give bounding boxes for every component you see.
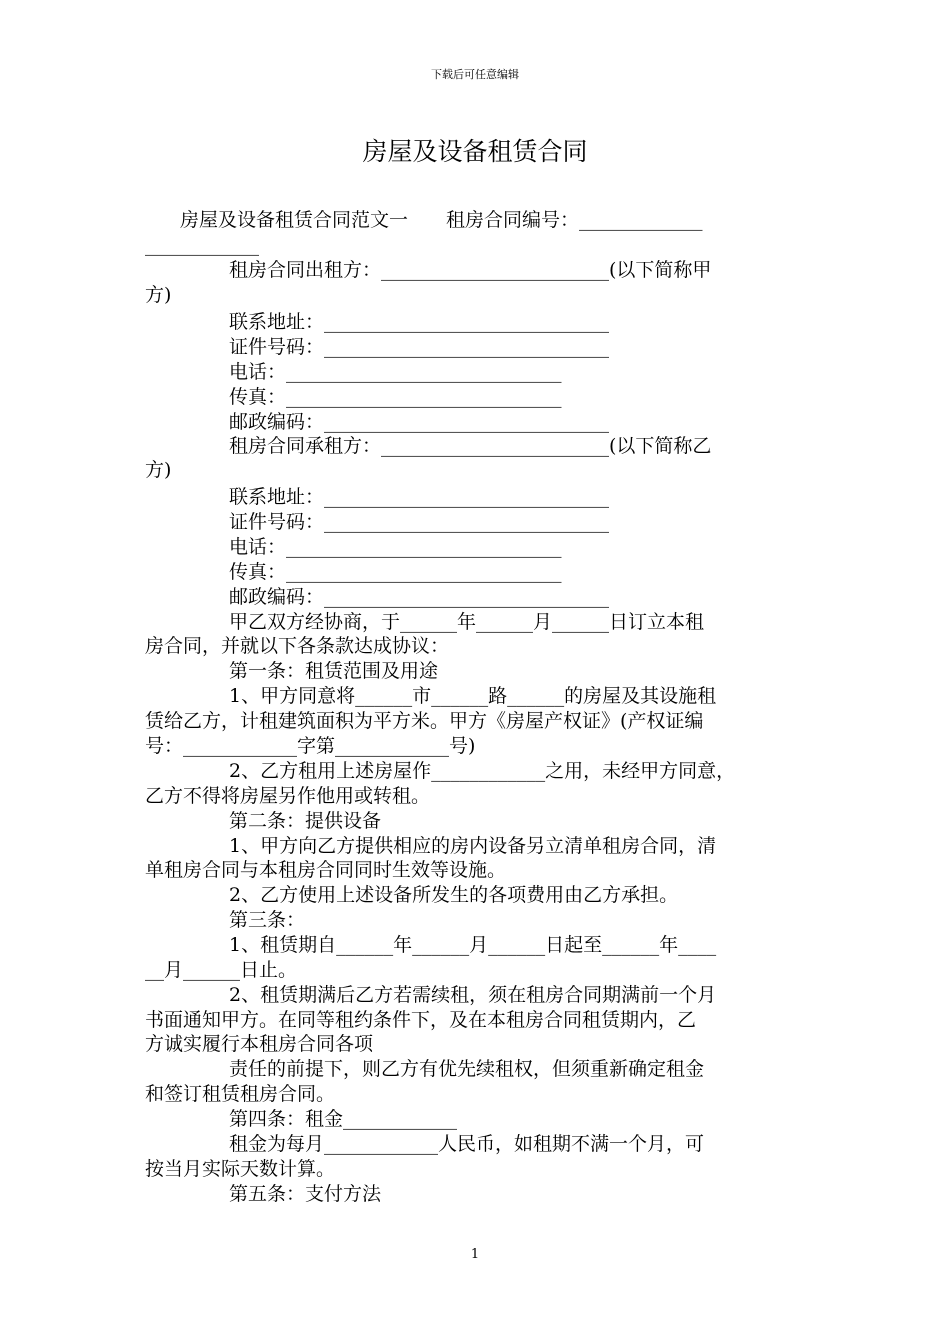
body-line: 乙方不得将房屋另作他用或转租。	[145, 785, 431, 807]
body-line: 联系地址：______________________________	[229, 486, 610, 508]
page-number: 1	[470, 1247, 480, 1262]
body-line: 责任的前提下，则乙方有优先续租权，但须重新确定租金	[229, 1058, 705, 1080]
body-line: 房屋及设备租赁合同范文一 租房合同编号：_____________	[180, 209, 703, 231]
body-line: 房合同，并就以下各条款达成协议：	[145, 635, 450, 657]
body-line: 第四条：租金____________	[229, 1108, 458, 1130]
body-line: ____________	[145, 234, 259, 256]
body-line: 第五条：支付方法	[229, 1183, 382, 1205]
body-line: 1、甲方同意将______市______路______的房屋及其设施租	[229, 685, 717, 707]
body-line: 1、甲方向乙方提供相应的房内设备另立清单租房合同，清	[229, 835, 717, 857]
body-line: 甲乙双方经协商，于______年______月______日订立本租	[229, 611, 705, 633]
body-line: 方诚实履行本租房合同各项	[145, 1033, 374, 1055]
body-line: 联系地址：______________________________	[229, 311, 610, 333]
body-line: 租房合同出租方：________________________(以下简称甲	[229, 259, 712, 281]
body-line: 2、乙方租用上述房屋作____________之用，未经甲方同意，	[229, 760, 736, 782]
body-line: 2、租赁期满后乙方若需续租，须在租房合同期满前一个月	[229, 984, 717, 1006]
body-line: 书面通知甲方。在同等租约条件下，及在本租房合同租赁期内，乙	[145, 1009, 697, 1031]
body-line: 传真：_____________________________	[229, 386, 562, 408]
body-line: 电话：_____________________________	[229, 536, 562, 558]
body-line: 证件号码：______________________________	[229, 511, 610, 533]
body-line: 1、租赁期自______年______月______日起至______年____	[229, 934, 717, 956]
body-line: 第二条：提供设备	[229, 810, 382, 832]
body-line: 租房合同承租方：________________________(以下简称乙	[229, 435, 712, 457]
body-line: 赁给乙方，计租建筑面积为平方米。甲方《房屋产权证》(产权证编	[145, 710, 704, 732]
page-header: 下载后可任意编辑	[431, 68, 519, 81]
body-line: 邮政编码：______________________________	[229, 411, 610, 433]
body-line: 方)	[145, 284, 172, 306]
body-line: 和签订租赁租房合同。	[145, 1083, 336, 1105]
body-line: 邮政编码：______________________________	[229, 586, 610, 608]
body-line: 2、乙方使用上述设备所发生的各项费用由乙方承担。	[229, 884, 679, 906]
body-line: 号：____________字第____________号)	[145, 735, 476, 757]
body-line: __月______日止。	[145, 959, 298, 981]
body-line: 租金为每月____________人民币，如租期不满一个月，可	[229, 1133, 705, 1155]
body-line: 传真：_____________________________	[229, 561, 562, 583]
body-line: 单租房合同与本租房合同同时生效等设施。	[145, 859, 507, 881]
body-line: 证件号码：______________________________	[229, 336, 610, 358]
document-title: 房屋及设备租赁合同	[362, 137, 588, 166]
body-line: 第一条：租赁范围及用途	[229, 660, 439, 682]
body-line: 按当月实际天数计算。	[145, 1158, 336, 1180]
body-line: 电话：_____________________________	[229, 361, 562, 383]
body-line: 方)	[145, 459, 172, 481]
body-line: 第三条：	[229, 909, 306, 931]
